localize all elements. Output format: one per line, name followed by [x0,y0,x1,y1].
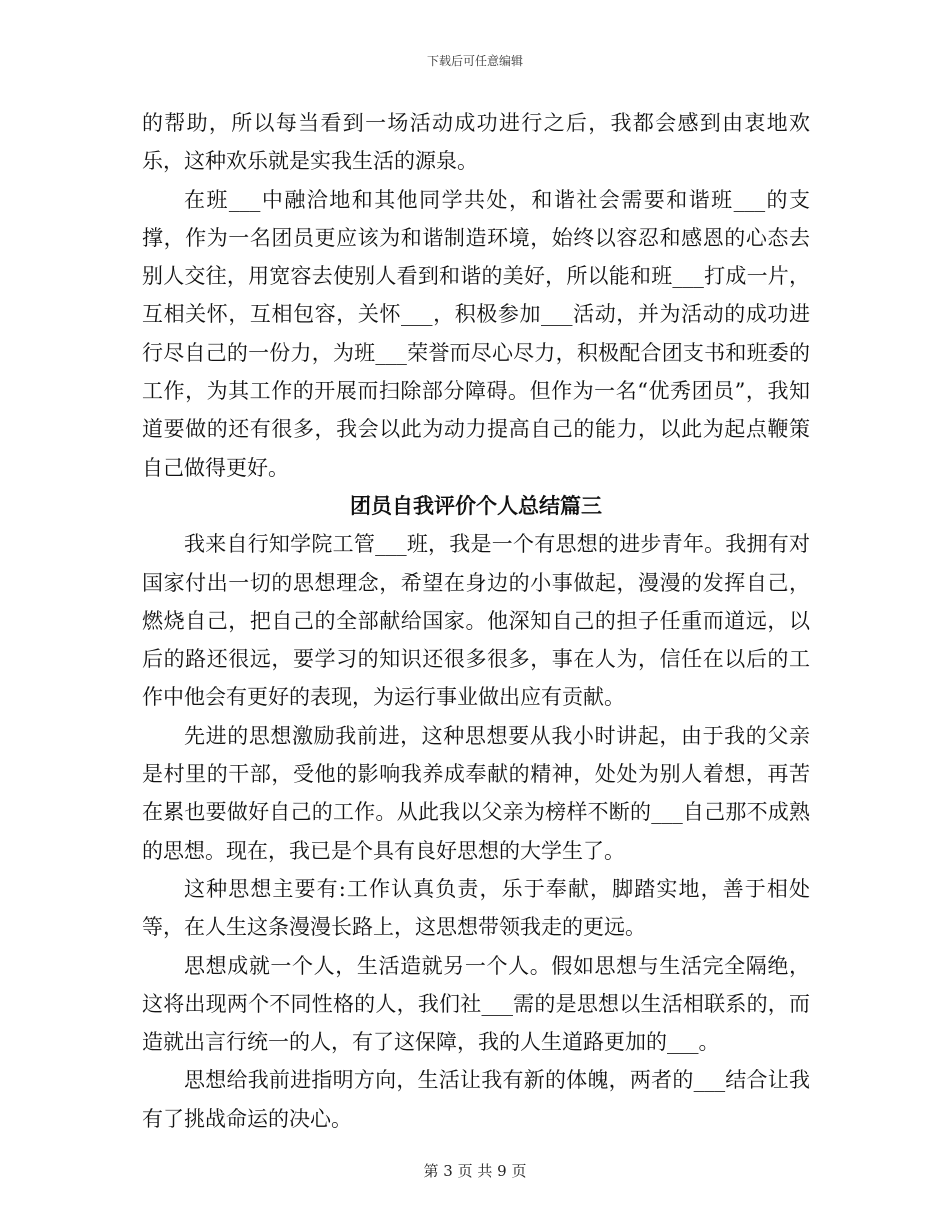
paragraph: 在班___中融洽地和其他同学共处，和谐社会需要和谐班___的支撑，作为一名团员更应该为和谐制造环境，始终以容忍和感恩的心态去别人交往，用宽容去使别人看到和谐的美好，所以能和班___打成一片，互相关怀，互相包容，关怀___，积极参加___活动，并为活动的成功进行尽自己的一份力，为班___荣誉而尽心尽力，积极配合团支书和班委的工作，为其工作的开展而扫除部分障碍。但作为一名“优秀团员”，我知道要做的还有很多，我会以此为动力提高自己的能力，以此为起点鞭策自己做得更好。 [142,187,810,480]
document-body [142,104,810,1138]
paragraph: 思想成就一个人，生活造就另一个人。假如思想与生活完全隔绝，这将出现两个不同性格的人，我们社___需的是思想以生活相联系的，而造就出言行统一的人，有了这保障，我的人生道路更加的___。 [142,953,810,1055]
page-number: 第 3 页 共 9 页 [423,1162,527,1180]
page-header: 下载后可任意编辑 [426,54,523,68]
paragraph: 我来自行知学院工管___班，我是一个有思想的进步青年。我拥有对国家付出一切的思想理念，希望在身边的小事做起，漫漫的发挥自己，燃烧自己，把自己的全部献给国家。他深知自己的担子任重而道远，以后的路还很远，要学习的知识还很多很多，事在人为，信任在以后的工作中他会有更好的表现，为运行事业做出应有贡献。 [142,532,810,710]
section-title: 团员自我评价个人总结篇三 [350,492,602,518]
paragraph: 这种思想主要有:工作认真负责，乐于奉献，脚踏实地，善于相处等，在人生这条漫漫长路上，这思想带领我走的更远。 [142,876,810,940]
paragraph-continued: 的帮助，所以每当看到一场活动成功进行之后，我都会感到由衷地欢乐，这种欢乐就是实我生活的源泉。 [142,111,810,174]
paragraph: 思想给我前进指明方向，生活让我有新的体魄，两者的___结合让我有了挑战命运的决心。 [142,1068,810,1131]
paragraph: 先进的思想激励我前进，这种思想要从我小时讲起，由于我的父亲是村里的干部，受他的影响我养成奉献的精神，处处为别人着想，再苦在累也要做好自己的工作。从此我以父亲为榜样不断的___自己那不成熟的思想。现在，我已是个具有良好思想的大学生了。 [142,723,810,863]
